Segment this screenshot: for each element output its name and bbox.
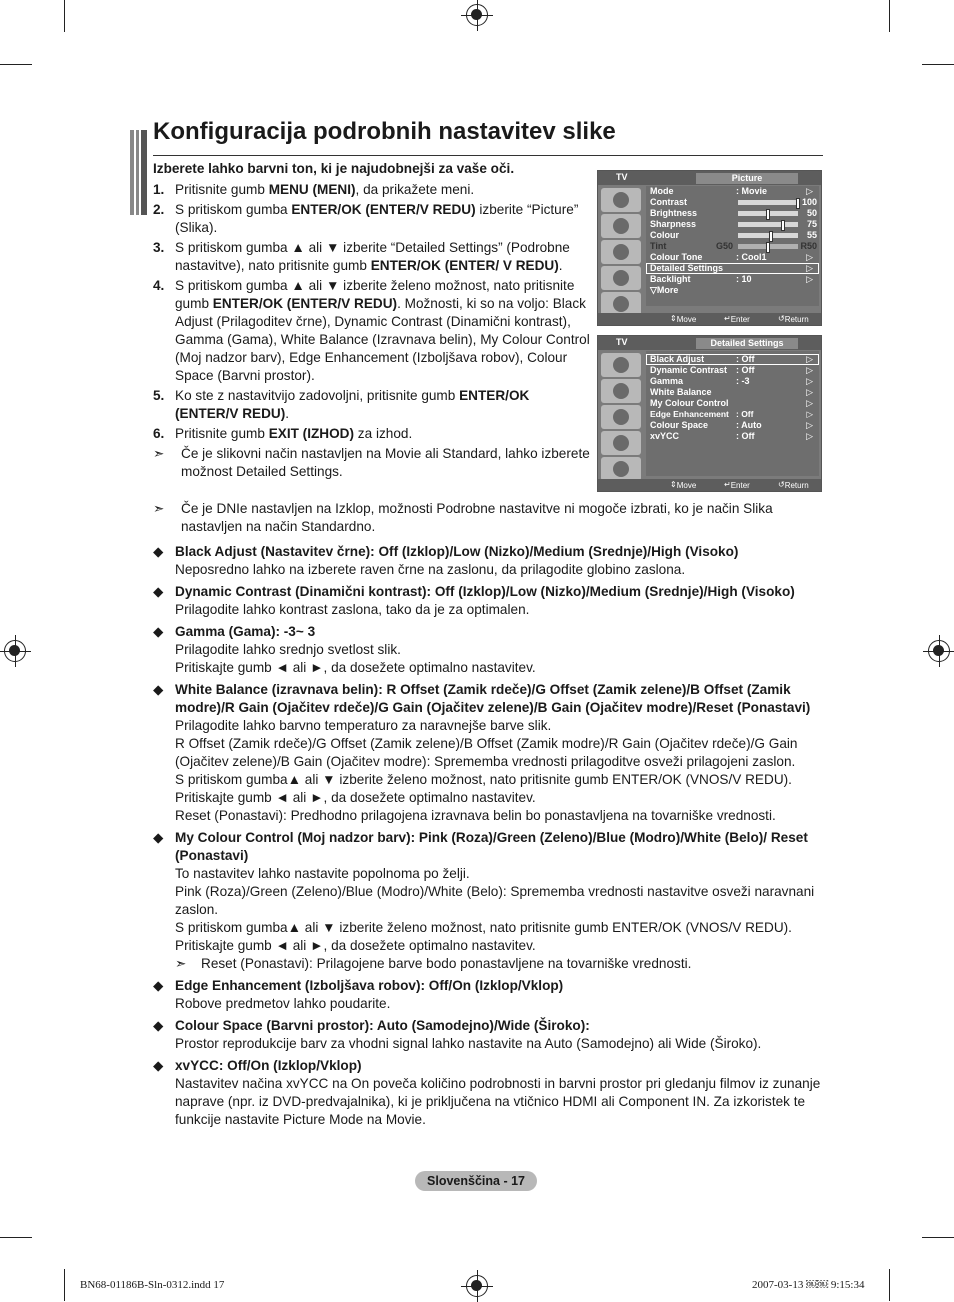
sound-icon xyxy=(601,379,641,403)
section-line: Reset (Ponastavi): Prilagojene barve bodo ponastavljene na tovarniške vrednosti. xyxy=(201,956,692,971)
menu-list xyxy=(646,186,819,306)
step-text: . Možnosti, ki so na voljo: Black Adjust (Prilagoditev črne), Dynamic Contrast (Dinamični kontrast), Gamma (Gama), White Balance (Izravnava belin), My Colour Control (Moj nadzor barv), Edge Enhancement (Izboljšava robov), Colour Space (Barvni prostor). xyxy=(175,296,590,383)
move-hint: Move xyxy=(676,481,697,490)
step-text: S pritiskom gumba xyxy=(175,202,292,217)
section-edge-enhancement xyxy=(153,977,833,1013)
crop-mark xyxy=(0,64,32,65)
section-heading: Dynamic Contrast (Dinamični kontrast): Off (Izklop)/Low (Nizko)/Medium (Srednje)/High (Visoko) xyxy=(175,584,795,599)
menu-icon-column xyxy=(601,186,645,318)
section-dynamic-contrast xyxy=(153,583,833,619)
step-key: EXIT (IZHOD) xyxy=(268,426,355,441)
title-rule xyxy=(153,155,823,156)
step-text: za izhod. xyxy=(354,426,413,441)
section-line: Neposredno lahko na izberete raven črne na zaslonu, da prilagodite globino zaslona. xyxy=(175,562,686,577)
note-arrow-icon: ➣ xyxy=(153,446,165,461)
menu-row-edge-enhancement[interactable]: Edge Enhancement : Off ▷ xyxy=(650,409,813,419)
diamond-bullet-icon: ◆ xyxy=(153,682,164,697)
section-heading: Edge Enhancement (Izboljšava robov): Off/On (Izklop/Vklop) xyxy=(175,978,564,993)
diamond-bullet-icon: ◆ xyxy=(153,1058,164,1073)
steps-list xyxy=(153,181,593,481)
tv-label: TV xyxy=(616,172,628,182)
registration-mark-icon xyxy=(466,1275,488,1297)
section-line: Nastavitev načina xvYCC na On poveča količino podrobnosti in barvni prostor pri gledanju filmov iz zunanje naprave (npr. iz DVD-predvajalnika), ki je priključena na vtičnico HDMI ali Component IN. Za izkoristek te funkcije nastavite Picture Mode na Movie. xyxy=(175,1076,821,1127)
menu-row-contrast[interactable]: Contrast 100 xyxy=(650,197,817,207)
section-line: Prostor reprodukcije barv za vhodni signal lahko nastavite na Auto (Samodejno) ali Wide (Široko). xyxy=(175,1036,762,1051)
menu-row-colour[interactable]: Colour 55 xyxy=(650,230,817,240)
section-heading: My Colour Control (Moj nadzor barv): Pink (Roza)/Green (Zeleno)/Blue (Modro)/White (Belo)/ Reset (Ponastavi) xyxy=(175,830,808,863)
section-line: S pritiskom gumba▲ ali ▼ izberite želeno možnost, nato pritisnite gumb ENTER/OK (VNOS/V REDU). xyxy=(175,920,792,935)
section-line: Prilagodite lahko kontrast zaslona, tako da je za optimalen. xyxy=(175,602,530,617)
registration-mark-icon xyxy=(4,640,26,662)
tv-label: TV xyxy=(616,337,628,347)
crop-mark xyxy=(64,1269,65,1301)
step-key: ENTER/OK (ENTER/ V REDU) xyxy=(370,258,559,273)
enter-hint: Enter xyxy=(730,315,750,324)
menu-row-mode[interactable]: Mode : Movie ▷ xyxy=(650,186,813,196)
picture-icon xyxy=(601,353,641,377)
step-key: ENTER/OK (ENTER/V REDU) xyxy=(212,296,398,311)
menu-list xyxy=(646,351,819,476)
section-white-balance xyxy=(153,681,833,825)
feature-sections xyxy=(153,543,833,1133)
section-subnote xyxy=(175,955,833,973)
section-black-adjust xyxy=(153,543,833,579)
step-text: izberite “Picture” (Slika). xyxy=(175,202,579,235)
enter-hint: Enter xyxy=(730,481,750,490)
step-text: Pritisnite gumb xyxy=(175,182,269,197)
menu-footer: ⇕ Move ↵ Enter ↺ Return xyxy=(598,479,821,491)
section-line: Prilagodite lahko barvno temperaturo za naravnejše barve slik. xyxy=(175,718,552,733)
menu-row-black-adjust[interactable]: Black Adjust : Off ▷ xyxy=(646,354,819,365)
step-key: ENTER/OK (ENTER/V REDU) xyxy=(291,202,476,217)
step-text: . xyxy=(285,406,290,421)
step-text: S pritiskom gumba ▲ ali ▼ izberite “Detailed Settings” (Podrobne nastavitve), nato pritisnite gumb xyxy=(175,240,570,273)
diamond-bullet-icon: ◆ xyxy=(153,584,164,599)
menu-row-backlight[interactable]: Backlight : 10 ▷ xyxy=(650,274,813,284)
section-line: S pritiskom gumba▲ ali ▼ izberite želeno možnost, nato pritisnite gumb ENTER/OK (VNOS/V REDU). xyxy=(175,772,792,787)
section-heading: Colour Space (Barvni prostor): Auto (Samodejno)/Wide (Široko): xyxy=(175,1018,590,1033)
registration-mark-icon xyxy=(466,4,488,26)
diamond-bullet-icon: ◆ xyxy=(153,544,164,559)
step-key: MENU (MENI) xyxy=(268,182,356,197)
step-text: , da prikažete meni. xyxy=(355,182,475,197)
step-number: 2. xyxy=(153,202,165,217)
crop-mark xyxy=(889,1269,890,1301)
print-slug-date: 2007-03-13 ￼￼ 9:15:34 xyxy=(752,1279,865,1291)
note-arrow-icon: ➣ xyxy=(175,956,187,971)
section-heading: Black Adjust (Nastavitev črne): Off (Izklop)/Low (Nizko)/Medium (Srednje)/High (Visoko) xyxy=(175,544,739,559)
section-heading: xvYCC: Off/On (Izklop/Vklop) xyxy=(175,1058,362,1073)
note-arrow-icon: ➣ xyxy=(153,501,165,516)
section-line: To nastavitev lahko nastavite popolnoma po želji. xyxy=(175,866,470,881)
step-number: 5. xyxy=(153,388,165,403)
step-text: S pritiskom gumba ▲ ali ▼ izberite želeno možnost, nato pritisnite gumb xyxy=(175,278,575,311)
note-text: Če je slikovni način nastavljen na Movie ali Standard, lahko izberete možnost Detailed Settings. xyxy=(181,446,590,479)
return-hint: Return xyxy=(784,481,809,490)
menu-row-tint[interactable]: Tint G50 R50 xyxy=(650,241,817,251)
section-line: R Offset (Zamik rdeče)/G Offset (Zamik zelene)/B Offset (Zamik modre)/R Gain (Ojačitev rdeče)/G Gain (Ojačitev zelene)/B Gain (Ojačitev modre): Sprememba vrednosti prilagoditve osveži prilagojeni zaslon. xyxy=(175,736,798,769)
section-line: Pink (Roza)/Green (Zeleno)/Blue (Modro)/White (Belo): Sprememba vrednosti nastavitve osveži naravnani zaslon. xyxy=(175,884,815,917)
tv-menu-picture xyxy=(597,170,822,326)
menu-row-gamma[interactable]: Gamma : -3 ▷ xyxy=(650,376,813,386)
menu-title: Detailed Settings xyxy=(696,338,798,349)
page-number-badge: Slovenščina - 17 xyxy=(415,1171,537,1191)
channel-icon xyxy=(601,240,641,264)
diamond-bullet-icon: ◆ xyxy=(153,624,164,639)
registration-mark-icon xyxy=(928,640,950,662)
step-number: 3. xyxy=(153,240,165,255)
menu-row-detailed-settings[interactable]: Detailed Settings ▷ xyxy=(646,263,819,274)
print-slug-file: BN68-01186B-Sln-0312.indd 17 xyxy=(80,1279,225,1291)
crop-mark xyxy=(0,1237,32,1238)
intro-text: Izberete lahko barvni ton, ki je najudobnejši za vaše oči. xyxy=(153,161,515,176)
menu-row-colour-space[interactable]: Colour Space : Auto ▷ xyxy=(650,420,813,430)
menu-row-xvycc[interactable]: xvYCC : Off ▷ xyxy=(650,431,813,441)
section-line: Robove predmetov lahko poudarite. xyxy=(175,996,391,1011)
diamond-bullet-icon: ◆ xyxy=(153,830,164,845)
crop-mark xyxy=(64,0,65,32)
step-text: . xyxy=(558,258,563,273)
menu-row-sharpness[interactable]: Sharpness 75 xyxy=(650,219,817,229)
section-heading: Gamma (Gama): -3~ 3 xyxy=(175,624,316,639)
crop-mark xyxy=(922,64,954,65)
step-number: 6. xyxy=(153,426,165,441)
setup-icon xyxy=(601,431,641,455)
menu-row-more[interactable]: ▽More xyxy=(650,285,679,295)
section-line: Reset (Ponastavi): Predhodno prilagojena izravnava belin bo ponastavljena na tovarniške vrednosti. xyxy=(175,808,776,823)
move-hint: Move xyxy=(676,315,697,324)
menu-icon-column xyxy=(601,351,645,483)
section-heading: White Balance (izravnava belin): R Offset (Zamik rdeče)/G Offset (Zamik zelene)/B Offset (Zamik modre)/R Gain (Ojačitev rdeče)/G Gain (Ojačitev zelene)/B Gain (Ojačitev modre)/Reset (Ponastavi) xyxy=(175,682,811,715)
page-title: Konfiguracija podrobnih nastavitev slike xyxy=(153,118,616,145)
setup-icon xyxy=(601,266,641,290)
menu-title: Picture xyxy=(696,173,798,184)
section-my-colour-control xyxy=(153,829,833,973)
step-text: Ko ste z nastavitvijo zadovoljni, pritisnite gumb xyxy=(175,388,460,403)
menu-row-white-balance[interactable]: White Balance ▷ xyxy=(650,387,813,397)
section-gamma xyxy=(153,623,833,677)
section-line: Pritiskajte gumb ◄ ali ►, da dosežete optimalno nastavitev. xyxy=(175,660,536,675)
crop-mark xyxy=(922,1237,954,1238)
section-line: Pritiskajte gumb ◄ ali ►, da dosežete optimalno nastavitev. xyxy=(175,938,536,953)
picture-icon xyxy=(601,188,641,212)
note-item xyxy=(153,500,813,536)
step-item xyxy=(153,239,593,275)
tv-menu-detailed-settings xyxy=(597,335,822,492)
menu-row-my-colour-control[interactable]: My Colour Control ▷ xyxy=(650,398,813,408)
step-item xyxy=(153,277,593,385)
note-text: Če je DNIe nastavljen na Izklop, možnosti Podrobne nastavitve ni mogoče izbrati, ko je način Slika nastavljen na način Standardno. xyxy=(181,501,773,534)
step-key: ENTER/OK (ENTER/V REDU) xyxy=(175,388,530,421)
sound-icon xyxy=(601,214,641,238)
section-line: Prilagodite lahko srednjo svetlost slik. xyxy=(175,642,401,657)
menu-row-dynamic-contrast[interactable]: Dynamic Contrast : Off ▷ xyxy=(650,365,813,375)
section-colour-space xyxy=(153,1017,833,1053)
menu-row-brightness[interactable]: Brightness 50 xyxy=(650,208,817,218)
diamond-bullet-icon: ◆ xyxy=(153,978,164,993)
section-xvycc xyxy=(153,1057,833,1129)
menu-footer: ⇕ Move ↵ Enter ↺ Return xyxy=(598,313,821,325)
step-text: Pritisnite gumb xyxy=(175,426,269,441)
crop-mark xyxy=(889,0,890,32)
input-icon xyxy=(601,457,641,481)
step-number: 1. xyxy=(153,182,165,197)
note-item xyxy=(153,445,593,481)
step-item xyxy=(153,201,593,237)
step-item xyxy=(153,387,593,423)
section-line: Pritiskajte gumb ◄ ali ►, da dosežete optimalno nastavitev. xyxy=(175,790,536,805)
step-item xyxy=(153,181,593,199)
step-number: 4. xyxy=(153,278,165,293)
step-item xyxy=(153,425,593,443)
menu-row-colour-tone[interactable]: Colour Tone : Cool1 ▷ xyxy=(650,252,813,262)
channel-icon xyxy=(601,405,641,429)
return-hint: Return xyxy=(784,315,809,324)
diamond-bullet-icon: ◆ xyxy=(153,1018,164,1033)
